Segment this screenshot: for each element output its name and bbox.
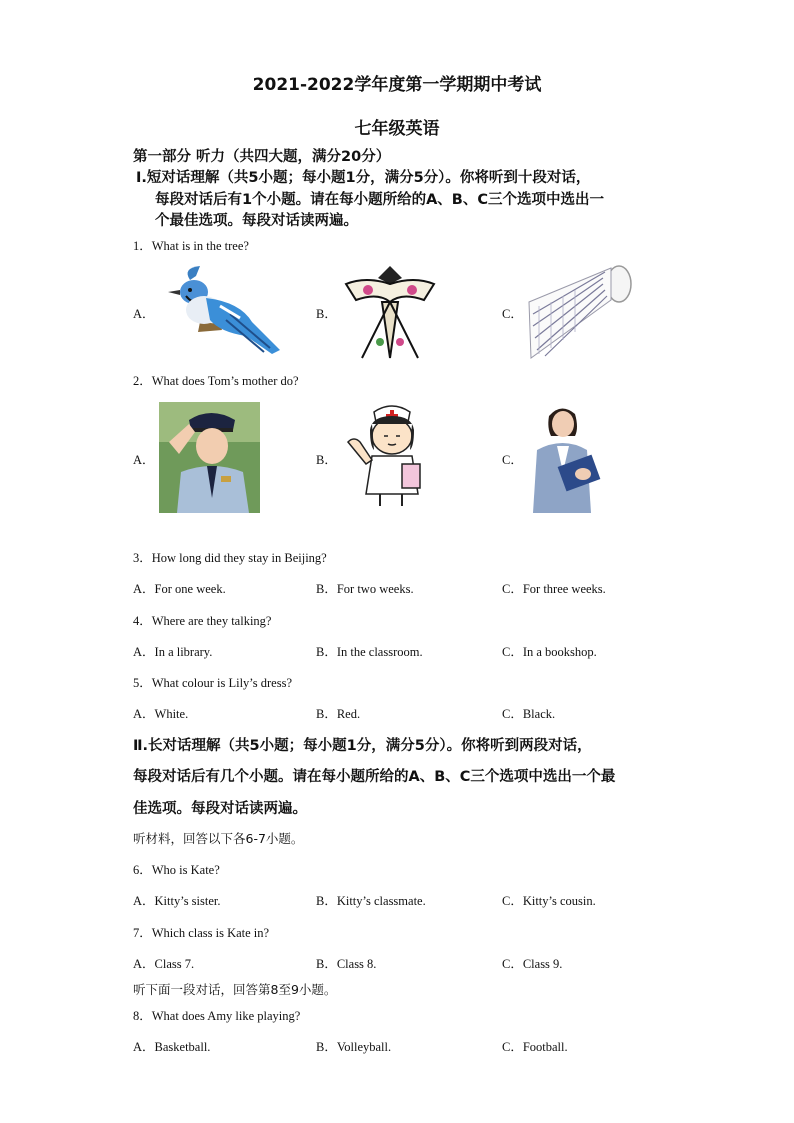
option-7c: C．Class 9. bbox=[502, 957, 563, 971]
section1-instruction-line1: Ⅰ.短对话理解（共5小题；每小题1分，满分5分）。你将听到十段对话， bbox=[136, 170, 591, 186]
shuttlecock-image bbox=[525, 262, 635, 360]
question-3: 3．How long did they stay in Beijing? bbox=[133, 551, 327, 565]
option-7b: B．Class 8. bbox=[316, 957, 377, 971]
option-5c: C．Black. bbox=[502, 707, 556, 721]
part1-heading: 第一部分 听力（共四大题，满分20分） bbox=[133, 149, 391, 165]
option-1c-label: C． bbox=[502, 307, 523, 321]
option-6b: B．Kitty’s classmate. bbox=[316, 894, 426, 908]
kite-image bbox=[342, 262, 438, 360]
exam-subtitle: 七年级英语 bbox=[354, 119, 440, 139]
option-2a-label: A． bbox=[133, 453, 155, 467]
policewoman-image bbox=[159, 402, 260, 513]
bird-image bbox=[160, 262, 288, 360]
option-2c-label: C． bbox=[502, 453, 523, 467]
question-5: 5．What colour is Lily’s dress? bbox=[133, 676, 292, 690]
question-7: 7．Which class is Kate in? bbox=[133, 926, 270, 940]
section2-instruction-line2: 每段对话后有几个小题。请在每小题所给的A、B、C三个选项中选出一个最 bbox=[133, 769, 616, 785]
option-1b-label: B． bbox=[316, 307, 337, 321]
question-1: 1．What is in the tree? bbox=[133, 239, 249, 253]
option-1a-label: A． bbox=[133, 307, 155, 321]
option-4a: A．In a library. bbox=[133, 645, 213, 659]
option-4b: B．In the classroom. bbox=[316, 645, 423, 659]
option-4c: C．In a bookshop. bbox=[502, 645, 597, 659]
option-2b-label: B． bbox=[316, 453, 337, 467]
exam-title: 2021-2022学年度第一学期期中考试 bbox=[252, 75, 542, 95]
option-3a: A．For one week. bbox=[133, 582, 226, 596]
nurse-image bbox=[340, 402, 440, 513]
listening-instruction-1: 听材料，回答以下各6-7小题。 bbox=[133, 831, 304, 846]
option-6c: C．Kitty’s cousin. bbox=[502, 894, 596, 908]
section1-instruction-line3: 个最佳选项。每段对话读两遍。 bbox=[155, 213, 358, 229]
option-5a: A．White. bbox=[133, 707, 189, 721]
option-8b: B．Volleyball. bbox=[316, 1040, 392, 1054]
option-5b: B．Red. bbox=[316, 707, 361, 721]
businesswoman-image bbox=[525, 402, 611, 513]
section2-instruction-line3: 佳选项。每段对话读两遍。 bbox=[133, 801, 307, 817]
section1-instruction-line2: 每段对话后有1个小题。请在每小题所给的A、B、C三个选项中选出一 bbox=[155, 192, 605, 208]
option-8c: C．Football. bbox=[502, 1040, 568, 1054]
question-6: 6．Who is Kate? bbox=[133, 863, 220, 877]
question-4: 4．Where are they talking? bbox=[133, 614, 272, 628]
listening-instruction-2: 听下面一段对话，回答第8至9小题。 bbox=[133, 982, 337, 997]
option-3b: B．For two weeks. bbox=[316, 582, 414, 596]
option-6a: A．Kitty’s sister. bbox=[133, 894, 221, 908]
section2-instruction-line1: Ⅱ.长对话理解（共5小题；每小题1分，满分5分）。你将听到两段对话， bbox=[133, 738, 592, 754]
question-8: 8．What does Amy like playing? bbox=[133, 1009, 301, 1023]
question-2: 2．What does Tom’s mother do? bbox=[133, 374, 299, 388]
option-7a: A．Class 7. bbox=[133, 957, 195, 971]
option-3c: C．For three weeks. bbox=[502, 582, 606, 596]
option-8a: A．Basketball. bbox=[133, 1040, 211, 1054]
